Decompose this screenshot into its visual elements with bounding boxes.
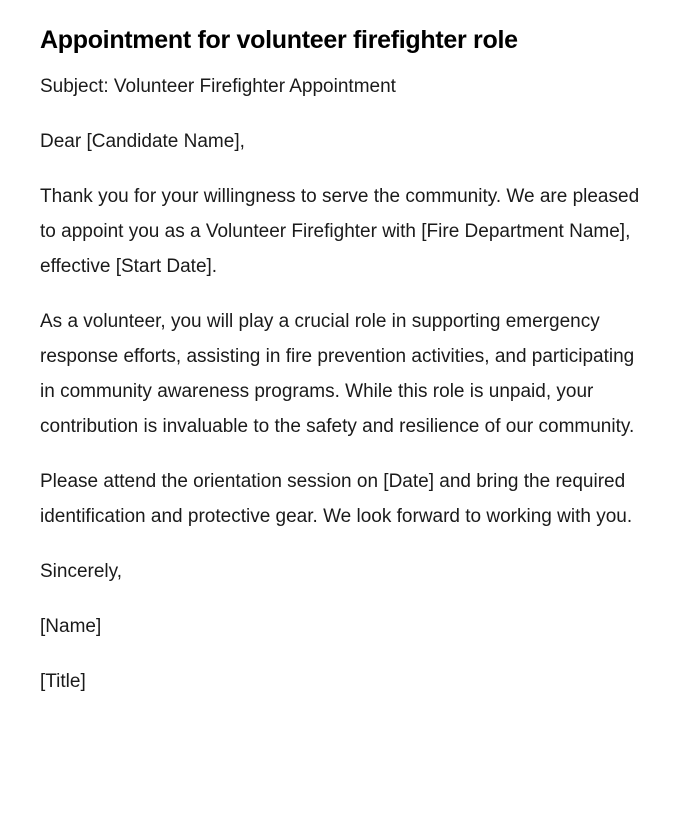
signature-name: [Name] [40, 616, 102, 637]
document-title: Appointment for volunteer firefighter role [40, 26, 518, 54]
letter-paragraph-intro: Thank you for your willingness to serve the community. We are pleased to appoint you as a Volunteer Firefighter with [Fire Department Name], effective [Start Date]. [40, 186, 640, 277]
letter-paragraph-role: As a volunteer, you will play a crucial role in supporting emergency response efforts, assisting in fire prevention activities, and participating in community awareness programs. While this role is unpaid, your contribution is invaluable to the safety and resilience of our community. [40, 311, 635, 437]
letter-document [40, 22, 650, 699]
signature-title: [Title] [40, 671, 86, 692]
letter-paragraph-orientation: Please attend the orientation session on [Date] and bring the required identification and protective gear. We look forward to working with you. [40, 471, 633, 527]
letter-salutation: Dear [Candidate Name], [40, 131, 245, 152]
letter-subject: Subject: Volunteer Firefighter Appointment [40, 76, 396, 97]
letter-closing: Sincerely, [40, 561, 123, 582]
